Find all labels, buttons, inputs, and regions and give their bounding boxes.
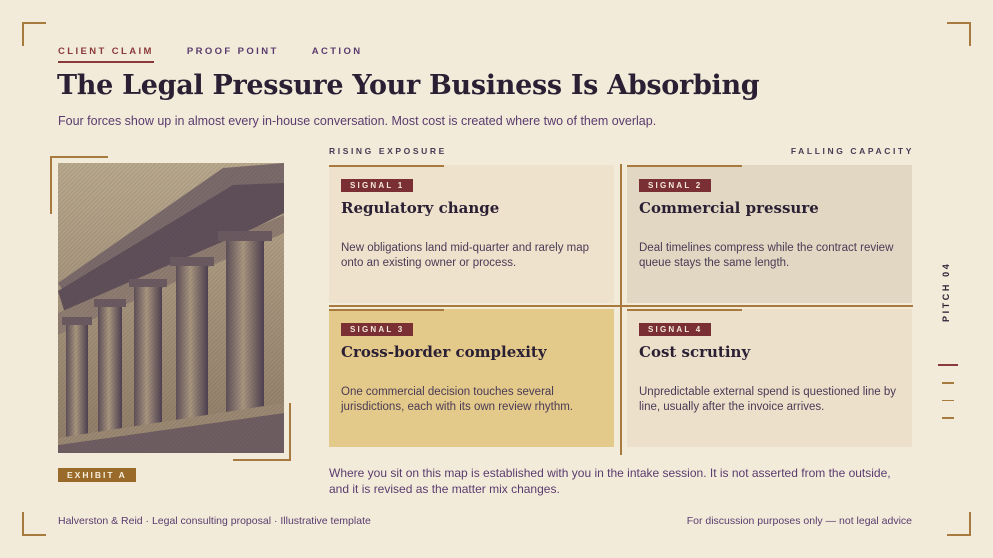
- pitch-label: PITCH 04: [941, 261, 951, 322]
- signal-title: Cross-border complexity: [341, 343, 547, 361]
- courthouse-image: [58, 163, 284, 453]
- signal-body: Deal timelines compress while the contract review queue stays the same length.: [639, 242, 894, 269]
- progress-tick[interactable]: [942, 400, 954, 402]
- signal-title: Regulatory change: [341, 199, 500, 217]
- signal-badge: SIGNAL 1: [341, 179, 413, 192]
- signal-body: Unpredictable external spend is questioned line by line, usually after the invoice arrives.: [639, 386, 896, 413]
- grid-divider-horizontal: [329, 305, 913, 307]
- axis-label-rising-exposure: RISING EXPOSURE: [329, 146, 447, 156]
- tab-proof-point[interactable]: PROOF POINT: [186, 46, 279, 57]
- progress-tick[interactable]: [942, 417, 954, 419]
- signal-body: One commercial decision touches several jurisdictions, each with its own review rhythm.: [341, 386, 573, 413]
- signal-card-3: [329, 309, 614, 447]
- corner-bracket-top-right: [947, 22, 971, 46]
- axis-label-falling-capacity: FALLING CAPACITY: [790, 146, 914, 156]
- card-accent-bar: [329, 309, 444, 311]
- page-subtitle: Four forces show up in almost every in-house conversation. Most cost is created where two of them overlap.: [58, 114, 657, 128]
- tab-client-claim[interactable]: CLIENT CLAIM: [58, 46, 154, 63]
- slide-progress-ticks: [937, 364, 959, 435]
- card-accent-bar: [627, 309, 742, 311]
- footer-disclaimer: For discussion purposes only — not legal advice: [686, 515, 912, 527]
- corner-bracket-bottom-right: [947, 512, 971, 536]
- signal-title: Commercial pressure: [639, 199, 819, 217]
- footer-credit: Halverston & Reid · Legal consulting proposal · Illustrative template: [58, 515, 371, 527]
- corner-bracket-top-left: [22, 22, 46, 46]
- progress-tick-current[interactable]: [938, 364, 958, 366]
- signal-card-1: [329, 165, 614, 303]
- progress-tick[interactable]: [942, 382, 954, 384]
- section-tabs: [58, 46, 363, 63]
- card-accent-bar: [627, 165, 742, 167]
- signal-title: Cost scrutiny: [639, 343, 751, 361]
- signal-card-2: [627, 165, 912, 303]
- signal-badge: SIGNAL 4: [639, 323, 711, 336]
- tab-action[interactable]: ACTION: [311, 46, 363, 57]
- signal-badge: SIGNAL 2: [639, 179, 711, 192]
- signal-badge: SIGNAL 3: [341, 323, 413, 336]
- signal-card-4: [627, 309, 912, 447]
- exhibit-label: EXHIBIT A: [58, 468, 136, 482]
- corner-bracket-bottom-left: [22, 512, 46, 536]
- pitch-indicator: [941, 252, 955, 332]
- map-note: Where you sit on this map is established with you in the intake session. It is not asserted from the outside, and it is revised as the matter mix changes.: [329, 466, 891, 496]
- grid-divider-vertical: [620, 164, 622, 455]
- card-accent-bar: [329, 165, 444, 167]
- page-title: The Legal Pressure Your Business Is Absorbing: [57, 70, 760, 101]
- signal-body: New obligations land mid-quarter and rarely map onto an existing owner or process.: [341, 242, 590, 269]
